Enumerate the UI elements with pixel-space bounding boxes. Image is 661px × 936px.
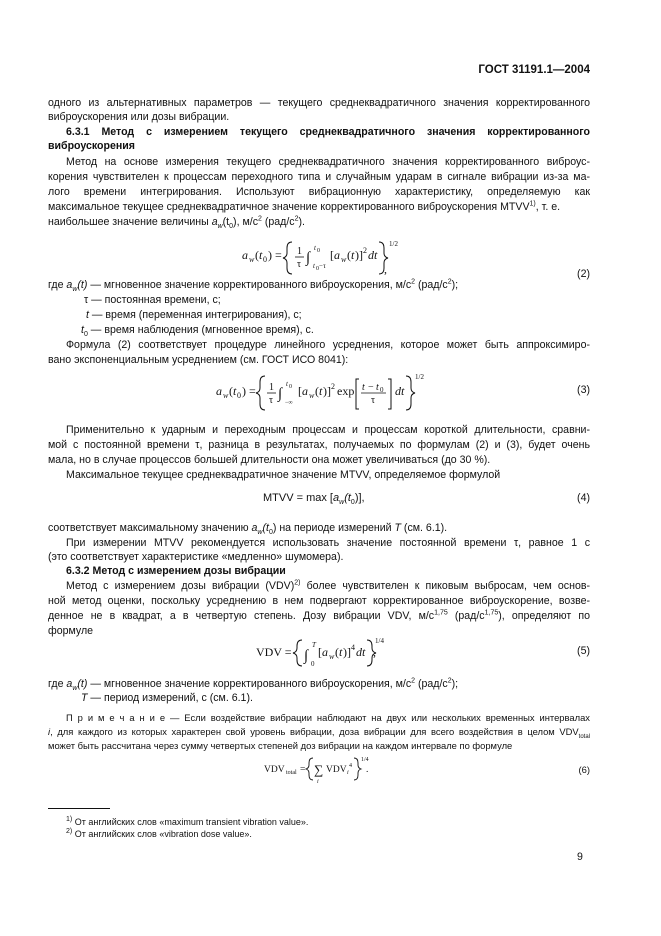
svg-text:a: a (216, 384, 222, 398)
svg-text:=: = (300, 765, 306, 775)
note-line: П р и м е ч а н и е — Если воздействие вибрации наблюдают на двух или нескольких временных интервалах (66, 712, 590, 723)
svg-text:∑: ∑ (314, 762, 324, 777)
svg-text:(: ( (335, 645, 339, 659)
svg-text:)]: )] (355, 248, 363, 262)
equation-3-formula (214, 366, 424, 416)
equation-number: (2) (577, 268, 590, 280)
document-header: ГОСТ 31191.1—2004 (478, 64, 590, 76)
svg-text:(: ( (229, 384, 233, 398)
svg-text:−τ: −τ (319, 262, 326, 270)
svg-text:t: t (286, 380, 288, 388)
svg-text:0: 0 (317, 248, 320, 254)
svg-text:[: [ (330, 248, 334, 262)
paragraph-line: Метод с измерением дозы вибрации (VDV)$^{2)}$ более чувствителен к пиковым выбросам, чем основ- (66, 579, 591, 592)
svg-text:)]: )] (323, 384, 331, 398)
svg-text:exp: exp (337, 384, 355, 398)
svg-text:t: t (233, 384, 237, 398)
svg-text:) =: ) = (242, 384, 256, 398)
svg-text:[: [ (298, 384, 302, 398)
section-title: 6.3.2 Метод с измерением дозы вибрации (66, 565, 286, 577)
svg-text:w: w (249, 255, 255, 264)
svg-text:0: 0 (380, 386, 384, 394)
svg-text:t: t (351, 248, 355, 262)
svg-text:0: 0 (311, 660, 315, 668)
equation-2-formula (240, 228, 400, 280)
footnote-separator (48, 808, 110, 809)
equation-4-formula: MTVV = $\max [a_w(t_0)]$, (263, 492, 365, 507)
svg-text:a: a (334, 248, 340, 262)
svg-text:1: 1 (269, 382, 274, 393)
svg-text:VDV =: VDV = (256, 645, 292, 659)
svg-text:(: ( (315, 384, 319, 398)
page-number: 9 (577, 851, 583, 863)
svg-text:∫: ∫ (304, 648, 309, 664)
svg-text:dt: dt (356, 645, 366, 659)
svg-text:i: i (347, 770, 349, 776)
svg-text:a: a (302, 384, 308, 398)
svg-text:2: 2 (363, 246, 367, 255)
svg-text:1/4: 1/4 (375, 637, 384, 645)
svg-text:t: t (319, 384, 323, 398)
svg-text:VDV: VDV (326, 765, 347, 775)
variable-definition: где $a_w(t)$ — мгновенное значение корректированного виброускорения, $м/с^2$ $(рад/с^2)$; (48, 677, 459, 693)
svg-text:a: a (322, 645, 328, 659)
svg-text:0: 0 (237, 391, 241, 400)
footnote: $^{2)}$ От английских слов «vibration dose value». (66, 828, 252, 839)
variable-definition: t — время (переменная интегрирования), с; (86, 309, 302, 321)
svg-text:1/2: 1/2 (389, 240, 398, 248)
variable-definition: T — период измерений, с (см. 6.1). (81, 692, 253, 704)
paragraph-line: денное не в квадрат, а в четвертую степень. Дозу вибрации VDV, $м/с^{1,75}$ $(рад/с^{1,75})$, определяют по (48, 609, 590, 622)
equation-number: (5) (577, 645, 590, 657)
svg-text:t: t (314, 244, 316, 252)
svg-text:VDV: VDV (264, 765, 285, 775)
svg-text:) =: ) = (268, 248, 282, 262)
variable-definition: $t_0$ — время наблюдения (мгновенное время), с. (81, 324, 314, 339)
svg-text:4: 4 (351, 643, 355, 652)
svg-text:∫: ∫ (306, 250, 311, 266)
svg-text:τ: τ (269, 395, 274, 406)
paragraph-line: ной метод оценки, поскольку усреднению в нем подвергают корректированное виброускорение, возве- (48, 595, 590, 607)
svg-text:1/4: 1/4 (361, 757, 369, 763)
paragraph-line: корения чувствителен к процессам переходного типа и случайным ударам в сигнале вибрации из-за ма- (48, 171, 590, 183)
svg-text:0: 0 (263, 255, 267, 264)
note-line: i, для каждого из которых характерен свой уровень вибрации, доза вибрации для всего воздействия в целом $VDV_{total}$ (48, 726, 590, 740)
svg-text:w: w (329, 652, 335, 661)
svg-text:(: ( (255, 248, 259, 262)
svg-text:0: 0 (316, 266, 319, 272)
paragraph-line: При измерении MTVV рекомендуется использовать значение постоянной времени τ, равное 1 с (66, 537, 590, 549)
svg-text:0: 0 (289, 384, 292, 390)
equation-number: (4) (577, 492, 590, 504)
svg-text:4: 4 (349, 763, 352, 769)
svg-text:t: t (376, 382, 379, 393)
paragraph-line: мала, но в случае процессов большей длительности она может увеличиваться (до 30 %). (48, 454, 491, 466)
svg-text:[: [ (318, 645, 322, 659)
paragraph-line: лого времени интегрирования. Используют вибрационную характеристику, определяемую как (48, 186, 590, 198)
svg-text:(: ( (347, 248, 351, 262)
paragraph-line: наибольшее значение величины $a_w(t_0)$, $м/с^2$ $(рад/с^2)$. (48, 215, 305, 231)
svg-text:w: w (341, 255, 347, 264)
svg-text:1/2: 1/2 (415, 373, 424, 381)
paragraph-line: максимальное текущее среднеквадратичное значение корректированного виброускорения MTVV$^{1)}$, т. е. (48, 200, 561, 213)
svg-text:2: 2 (331, 382, 335, 391)
paragraph-line: мой с постоянной времени τ, разница в результатах, получаемых по формулам (2) и (3), будет очень (48, 439, 590, 451)
footnote: $^{1)}$ От английских слов «maximum transient vibration value». (66, 816, 309, 827)
svg-text:w: w (309, 391, 315, 400)
section-title: виброускорения (48, 140, 135, 152)
paragraph-line: Метод на основе измерения текущего среднеквадратичного значения корректированного виброус- (66, 156, 590, 168)
svg-text:dt: dt (368, 248, 378, 262)
svg-text:−: − (368, 382, 374, 393)
paragraph-line: Максимальное текущее среднеквадратичное значение MTVV, определяемое формулой (66, 469, 501, 481)
paragraph-line: вано экспоненциальным усреднением (см. ГОСТ ИСО 8041): (48, 354, 349, 366)
svg-text:w: w (223, 391, 229, 400)
svg-text:t: t (362, 382, 365, 393)
paragraph-line: соответствует максимальному значению $a_w(t_0)$ на периоде измерений T (см. 6.1). (48, 522, 448, 537)
variable-definition: где $a_w(t)$ — мгновенное значение корректированного виброускорения, $м/с^2$ $(рад/с^2)$; (48, 278, 459, 294)
paragraph-line: одного из альтернативных параметров — текущего среднеквадратичного значения корректированного (48, 97, 590, 109)
variable-definition: τ — постоянная времени, с; (84, 294, 221, 306)
svg-text:)]: )] (343, 645, 351, 659)
svg-text:τ: τ (297, 259, 302, 270)
note-line: может быть рассчитана через сумму четвертых степеней доз вибрации на каждом интервале по формуле (48, 740, 513, 751)
equation-number: (6) (578, 764, 590, 775)
section-title: 6.3.1 Метод с измерением текущего среднеквадратичного значения корректированного (66, 126, 590, 138)
svg-text:∫: ∫ (278, 386, 283, 402)
equation-5-formula (254, 630, 384, 676)
paragraph-line: (это соответствует характеристике «медленно» шумомера). (48, 551, 344, 563)
svg-text:a: a (242, 248, 248, 262)
paragraph-line: Формула (2) соответствует процедуре линейного усреднения, которое может быть аппроксимиро- (66, 339, 590, 351)
svg-text:.: . (366, 765, 369, 775)
svg-text:dt: dt (395, 384, 405, 398)
equation-number: (3) (577, 384, 590, 396)
equation-6-formula (262, 752, 382, 788)
svg-text:T: T (312, 641, 316, 649)
svg-text:total: total (286, 770, 297, 776)
svg-text:t: t (339, 645, 343, 659)
svg-text:t: t (313, 262, 315, 270)
svg-text:τ: τ (371, 395, 376, 406)
svg-text:−∞: −∞ (285, 400, 293, 406)
paragraph-line: Применительно к ударным и переходным процессам и процессам короткой длительности, сравни- (66, 424, 590, 436)
svg-text:i: i (317, 779, 319, 785)
svg-text:1: 1 (297, 246, 302, 257)
svg-text:t: t (259, 248, 263, 262)
paragraph-line: виброускорения или дозы вибрации. (48, 111, 230, 123)
paragraph-line: формуле (48, 625, 94, 637)
